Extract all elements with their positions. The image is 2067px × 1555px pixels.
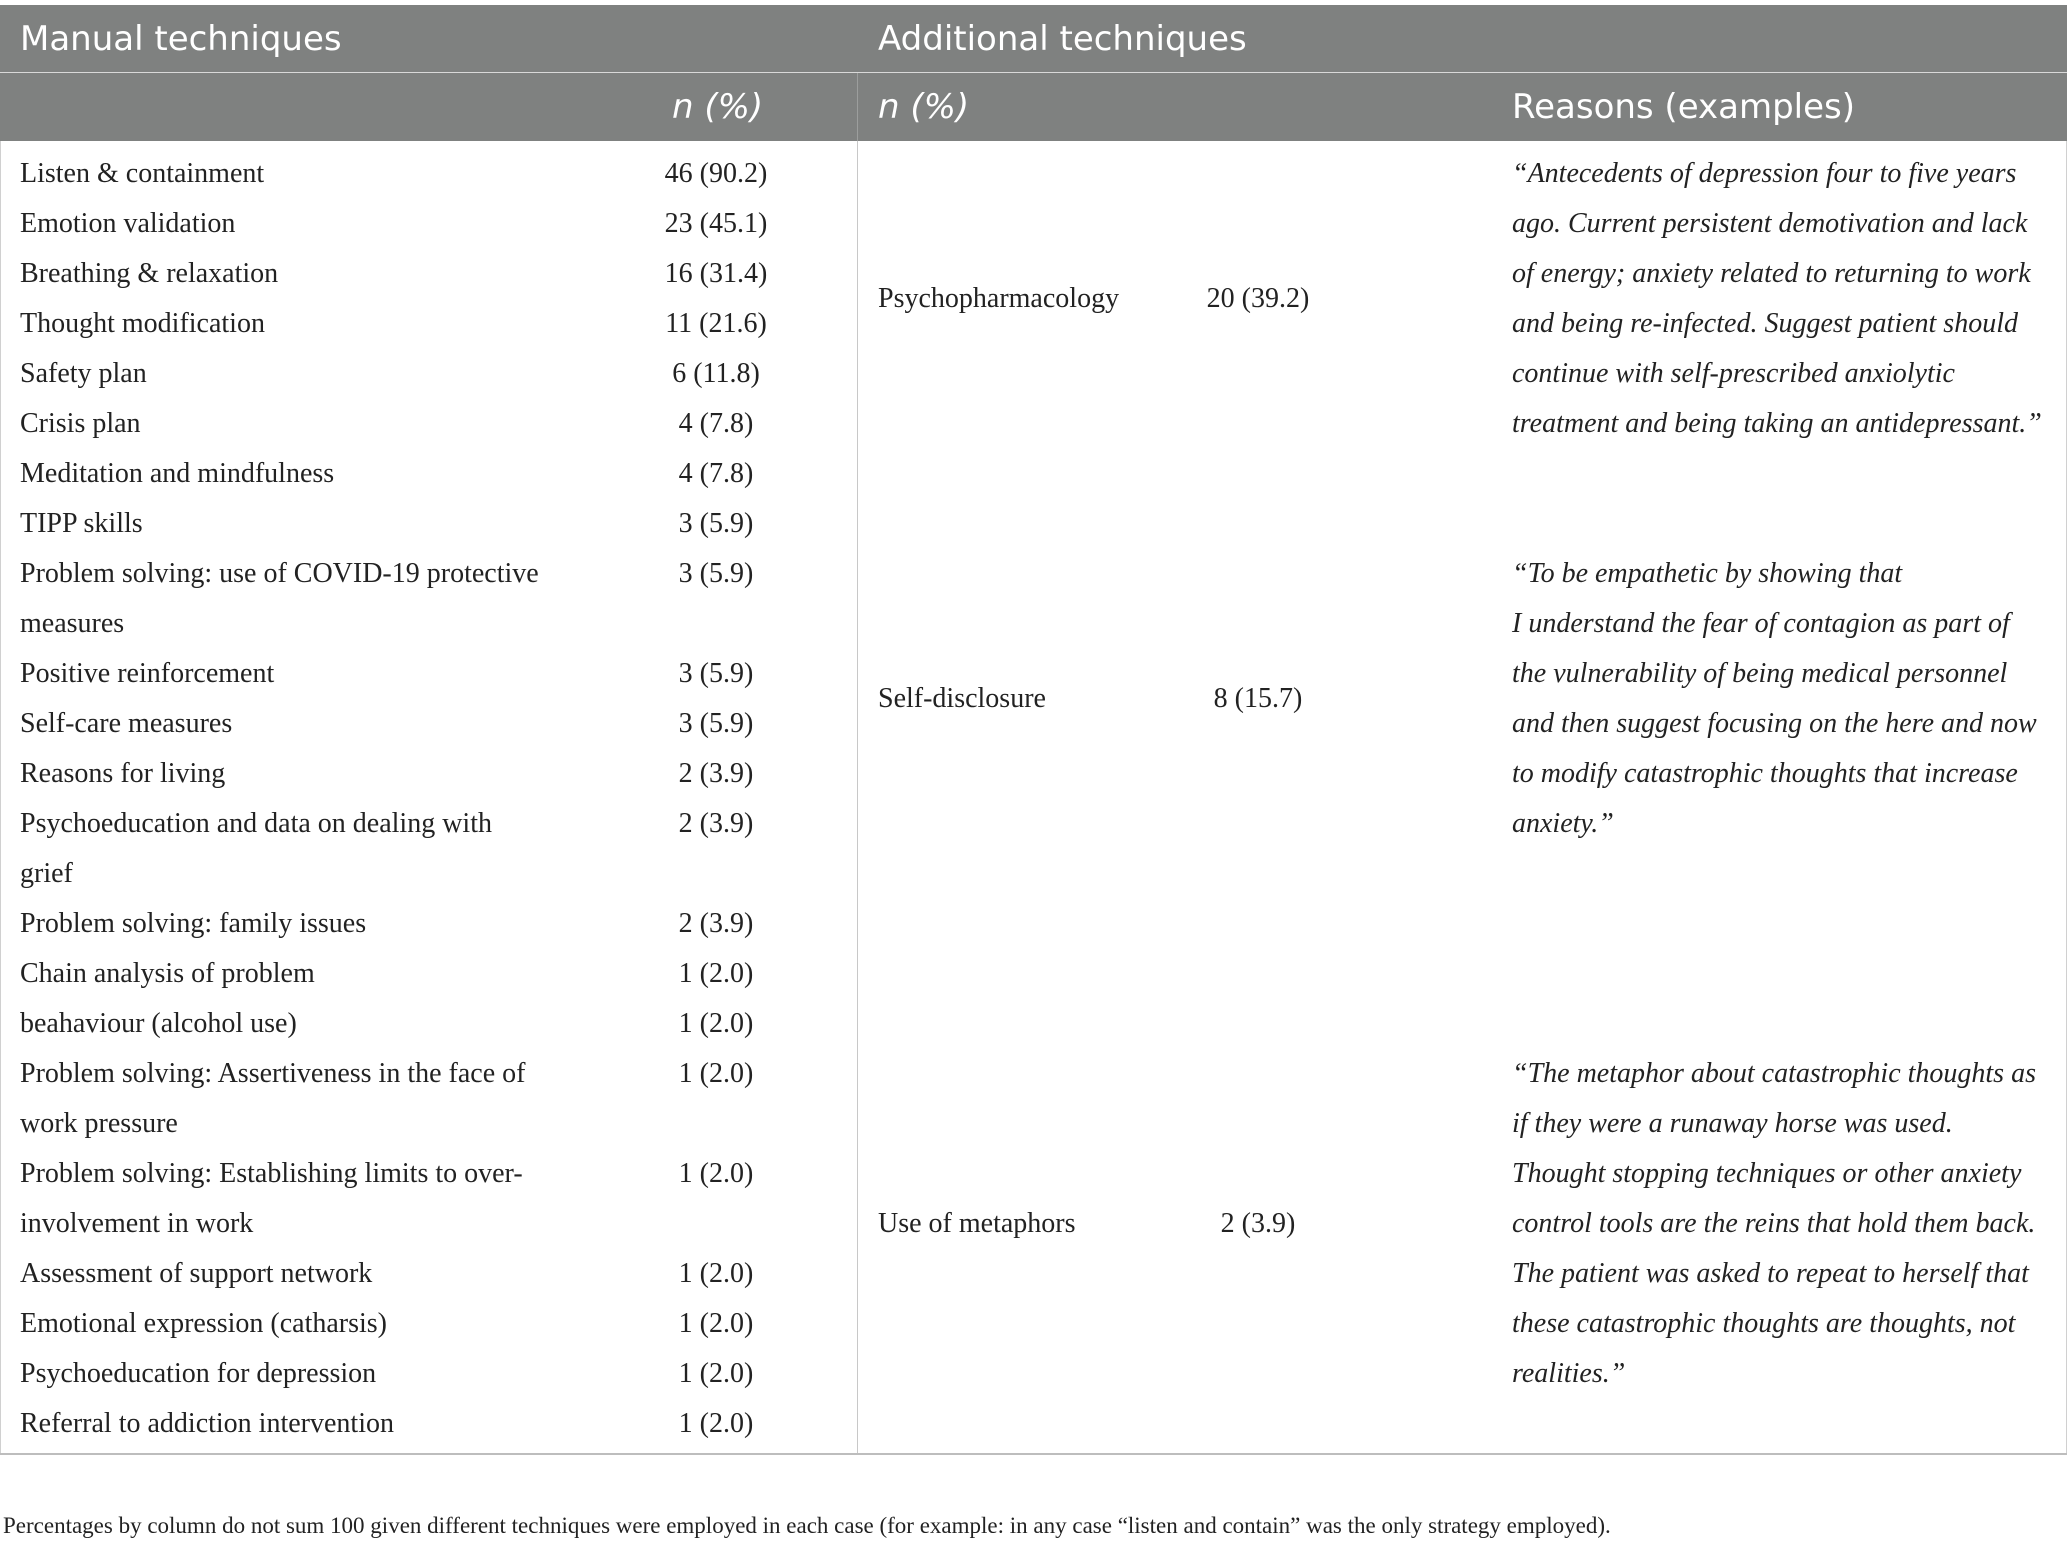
- reason-example-line: Thought stopping techniques or other anxiety: [1512, 1158, 2022, 1189]
- manual-technique-label: Assessment of support network: [20, 1258, 373, 1289]
- reason-example-line: “The metaphor about catastrophic thoughts as: [1512, 1058, 2036, 1089]
- manual-technique-label-cont: measures: [20, 608, 125, 639]
- header-n-pct-manual: n (%): [672, 87, 764, 127]
- manual-technique-label: beahaviour (alcohol use): [20, 1008, 297, 1039]
- manual-technique-n-pct: 4 (7.8): [678, 408, 754, 439]
- manual-technique-label: Problem solving: family issues: [20, 908, 367, 939]
- reason-example-line: continue with self-prescribed anxiolytic: [1512, 358, 1955, 389]
- manual-technique-label: Psychoeducation and data on dealing with: [20, 808, 492, 839]
- manual-technique-n-pct: 1 (2.0): [678, 1408, 754, 1439]
- reason-example-line: “Antecedents of depression four to five years: [1512, 158, 2017, 189]
- manual-technique-label: Self-care measures: [20, 708, 233, 739]
- manual-technique-label: Breathing & relaxation: [20, 258, 279, 289]
- table-bottom-border: [0, 1453, 2067, 1455]
- additional-technique-label: Self-disclosure: [878, 683, 1046, 714]
- header-reasons: Reasons (examples): [1512, 87, 1856, 127]
- reason-example-line: to modify catastrophic thoughts that increase: [1512, 758, 2018, 789]
- reason-example-line: ago. Current persistent demotivation and lack: [1512, 208, 2028, 239]
- manual-technique-n-pct: 1 (2.0): [678, 1308, 754, 1339]
- manual-technique-n-pct: 1 (2.0): [678, 1158, 754, 1189]
- reason-example-line: the vulnerability of being medical personnel: [1512, 658, 2008, 689]
- reason-example-line: these catastrophic thoughts are thoughts, not: [1512, 1308, 2016, 1339]
- manual-technique-label: Chain analysis of problem: [20, 958, 315, 989]
- additional-technique-label: Use of metaphors: [878, 1208, 1076, 1239]
- header-additional-techniques: Additional techniques: [878, 19, 1247, 59]
- additional-technique-label: Psychopharmacology: [878, 283, 1120, 314]
- manual-technique-n-pct: 11 (21.6): [665, 308, 767, 339]
- reason-example-line: treatment and being taking an antidepressant.”: [1512, 408, 2042, 439]
- manual-technique-label: Problem solving: Assertiveness in the face of: [20, 1058, 526, 1089]
- additional-technique-n-pct: 2 (3.9): [1220, 1208, 1296, 1239]
- manual-technique-n-pct: 1 (2.0): [678, 1358, 754, 1389]
- reason-example-line: realities.”: [1512, 1358, 1626, 1389]
- table-footnote: Percentages by column do not sum 100 given different techniques were employed in each case (for example: in any case “listen and contain” was the only strategy employed).: [3, 1513, 1611, 1538]
- manual-technique-label: Safety plan: [20, 358, 147, 389]
- manual-technique-label: Reasons for living: [20, 758, 226, 789]
- manual-technique-label: Emotional expression (catharsis): [20, 1308, 388, 1339]
- manual-technique-label: Positive reinforcement: [20, 658, 275, 689]
- reason-example-line: control tools are the reins that hold them back.: [1512, 1208, 2036, 1239]
- reason-example-line: of energy; anxiety related to returning to work: [1512, 258, 2031, 289]
- manual-technique-label-cont: involvement in work: [20, 1208, 254, 1239]
- manual-technique-label: Psychoeducation for depression: [20, 1358, 377, 1389]
- manual-technique-n-pct: 2 (3.9): [678, 758, 754, 789]
- manual-technique-label: Meditation and mindfulness: [20, 458, 335, 489]
- column-divider: [857, 141, 858, 1453]
- header-n-pct-additional: n (%): [878, 87, 970, 127]
- manual-technique-label: Listen & containment: [20, 158, 265, 189]
- manual-technique-n-pct: 3 (5.9): [678, 508, 754, 539]
- manual-technique-n-pct: 6 (11.8): [672, 358, 760, 389]
- manual-technique-n-pct: 3 (5.9): [678, 708, 754, 739]
- additional-technique-n-pct: 8 (15.7): [1213, 683, 1303, 714]
- manual-technique-n-pct: 1 (2.0): [678, 1008, 754, 1039]
- manual-technique-n-pct: 1 (2.0): [678, 1258, 754, 1289]
- reason-example-line: anxiety.”: [1512, 808, 1614, 839]
- manual-technique-n-pct: 16 (31.4): [664, 258, 768, 289]
- manual-technique-label: Crisis plan: [20, 408, 141, 439]
- manual-technique-label: Problem solving: Establishing limits to over-: [20, 1158, 523, 1189]
- manual-technique-label: Emotion validation: [20, 208, 236, 239]
- manual-technique-label-cont: grief: [20, 858, 73, 889]
- manual-technique-n-pct: 3 (5.9): [678, 558, 754, 589]
- reason-example-line: I understand the fear of contagion as part of: [1512, 608, 2010, 639]
- header-manual-techniques: Manual techniques: [20, 19, 342, 59]
- reason-example-line: if they were a runaway horse was used.: [1512, 1108, 1953, 1139]
- manual-technique-label-cont: work pressure: [20, 1108, 178, 1139]
- manual-technique-n-pct: 3 (5.9): [678, 658, 754, 689]
- manual-technique-n-pct: 4 (7.8): [678, 458, 754, 489]
- table-left-border: [0, 141, 1, 1454]
- manual-technique-label: Referral to addiction intervention: [20, 1408, 394, 1439]
- manual-technique-label: TIPP skills: [20, 508, 143, 539]
- reason-example-line: “To be empathetic by showing that: [1512, 558, 1903, 589]
- manual-technique-n-pct: 1 (2.0): [678, 1058, 754, 1089]
- manual-technique-label: Problem solving: use of COVID-19 protective: [20, 558, 539, 589]
- manual-technique-n-pct: 46 (90.2): [664, 158, 768, 189]
- additional-technique-n-pct: 20 (39.2): [1206, 283, 1310, 314]
- manual-technique-n-pct: 2 (3.9): [678, 908, 754, 939]
- reason-example-line: and then suggest focusing on the here and now: [1512, 708, 2037, 739]
- manual-technique-n-pct: 2 (3.9): [678, 808, 754, 839]
- reason-example-line: The patient was asked to repeat to herself that: [1512, 1258, 2029, 1289]
- manual-technique-n-pct: 23 (45.1): [664, 208, 768, 239]
- manual-technique-n-pct: 1 (2.0): [678, 958, 754, 989]
- manual-technique-label: Thought modification: [20, 308, 265, 339]
- header-column-divider: [857, 73, 858, 141]
- reason-example-line: and being re-infected. Suggest patient should: [1512, 308, 2018, 339]
